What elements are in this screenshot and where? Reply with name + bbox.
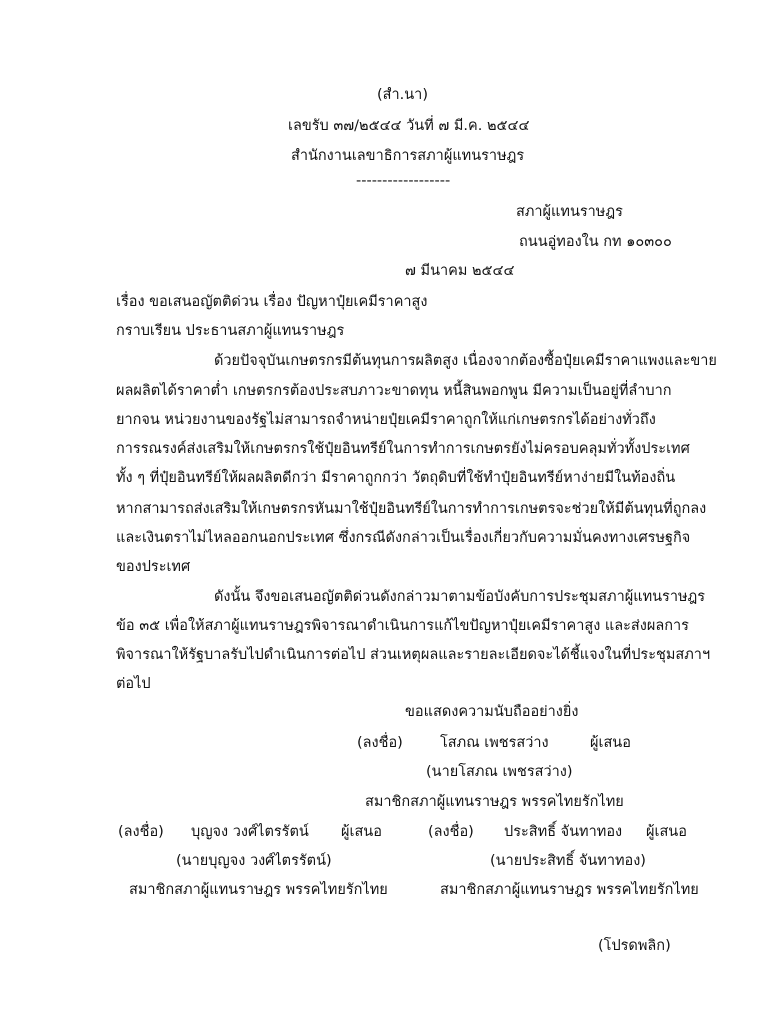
signer-main-fullname: (นายโสภณ เพชรสว่าง) bbox=[426, 764, 573, 780]
body-line: หากสามารถส่งเสริมให้เกษตรกรหันมาใช้ปุ๋ยอินทรีย์ในการทำการเกษตรจะช่วยให้มีต้นทุนที่ถูกลง bbox=[116, 501, 707, 517]
body-line: ต่อไป bbox=[116, 676, 151, 692]
body-line: การรณรงค์ส่งเสริมให้เกษตรกรใช้ปุ๋ยอินทรีย์ในการทำการเกษตรยังไม่ครอบคลุมทั่วทั้งประเทศ bbox=[116, 441, 690, 457]
salutation: กราบเรียน ประธานสภาผู้แทนราษฎร bbox=[116, 323, 345, 339]
signer-right-role: ผู้เสนอ bbox=[646, 824, 687, 840]
body-line: ทั้ง ๆ ที่ปุ๋ยอินทรีย์ให้ผลผลิตดีกว่า มีราคาถูกกว่า วัตถุดิบที่ใช้ทำปุ๋ยอินทรีย์หาง่ายมีในท้องถิ่น bbox=[116, 470, 676, 486]
header-divider: ------------------ bbox=[356, 173, 451, 189]
signer-right-position: สมาชิกสภาผู้แทนราษฎร พรรคไทยรักไทย bbox=[440, 882, 699, 898]
signer-left-position: สมาชิกสภาผู้แทนราษฎร พรรคไทยรักไทย bbox=[129, 882, 388, 898]
body-line: ของประเทศ bbox=[116, 559, 191, 575]
receipt-number: เลขรับ ๓๗/๒๕๔๔ วันที่ ๗ มี.ค. ๒๕๔๔ bbox=[288, 118, 530, 134]
signer-main-role: ผู้เสนอ bbox=[590, 735, 631, 751]
body-line: ยากจน หน่วยงานของรัฐไม่สามารถจำหน่ายปุ๋ยเคมีราคาถูกให้แก่เกษตรกรได้อย่างทั่วถึง bbox=[116, 412, 656, 428]
signer-main-signed: (ลงชื่อ) bbox=[357, 735, 403, 751]
office-name: สำนักงานเลขาธิการสภาผู้แทนราษฎร bbox=[291, 148, 525, 164]
body-line: พิจารณาให้รัฐบาลรับไปดำเนินการต่อไป ส่วนเหตุผลและรายละเอียดจะได้ชี้แจงในที่ประชุมสภาฯ bbox=[116, 647, 711, 663]
recipient-address: ถนนอู่ทองใน กท ๑๐๓๐๐ bbox=[519, 234, 672, 250]
body-line: และเงินตราไม่ไหลออกนอกประเทศ ซึ่งกรณีดังกล่าวเป็นเรื่องเกี่ยวกับความมั่นคงทางเศรษฐกิจ bbox=[116, 530, 691, 546]
signer-left-name: บุญจง วงศ์ไตรรัตน์ bbox=[191, 824, 309, 840]
signer-right-fullname: (นายประสิทธิ์ จันทาทอง) bbox=[490, 853, 646, 869]
body-line: ดังนั้น จึงขอเสนอญัตติด่วนดังกล่าวมาตามข้อบังคับการประชุมสภาผู้แทนราษฎร bbox=[214, 589, 706, 605]
signer-left-signed: (ลงชื่อ) bbox=[118, 824, 164, 840]
receipt-stamp: (สำ.นา) bbox=[377, 87, 428, 103]
letter-date: ๗ มีนาคม ๒๕๔๔ bbox=[405, 263, 515, 279]
signer-main-position: สมาชิกสภาผู้แทนราษฎร พรรคไทยรักไทย bbox=[365, 794, 624, 810]
body-line: ผลผลิตได้ราคาต่ำ เกษตรกรต้องประสบภาวะขาดทุน หนี้สินพอกพูน มีความเป็นอยู่ที่ลำบาก bbox=[116, 383, 672, 399]
signer-left-fullname: (นายบุญจง วงศ์ไตรรัตน์) bbox=[176, 853, 332, 869]
turn-page-note: (โปรดพลิก) bbox=[598, 938, 671, 954]
recipient-org: สภาผู้แทนราษฎร bbox=[516, 204, 623, 220]
signer-right-name: ประสิทธิ์ จันทาทอง bbox=[504, 824, 623, 840]
subject-line: เรื่อง ขอเสนอญัตติด่วน เรื่อง ปัญหาปุ๋ยเคมีราคาสูง bbox=[116, 294, 428, 310]
body-line: ข้อ ๓๕ เพื่อให้สภาผู้แทนราษฎรพิจารณาดำเนินการแก้ไขปัญหาปุ๋ยเคมีราคาสูง และส่งผลการ bbox=[116, 618, 689, 634]
body-line: ด้วยปัจจุบันเกษตรกรมีต้นทุนการผลิตสูง เนื่องจากต้องซื้อปุ๋ยเคมีราคาแพงและขาย bbox=[214, 353, 717, 369]
signer-left-role: ผู้เสนอ bbox=[341, 824, 382, 840]
signer-right-signed: (ลงชื่อ) bbox=[428, 824, 474, 840]
signer-main-name: โสภณ เพชรสว่าง bbox=[440, 735, 549, 751]
closing: ขอแสดงความนับถืออย่างยิ่ง bbox=[405, 704, 579, 720]
